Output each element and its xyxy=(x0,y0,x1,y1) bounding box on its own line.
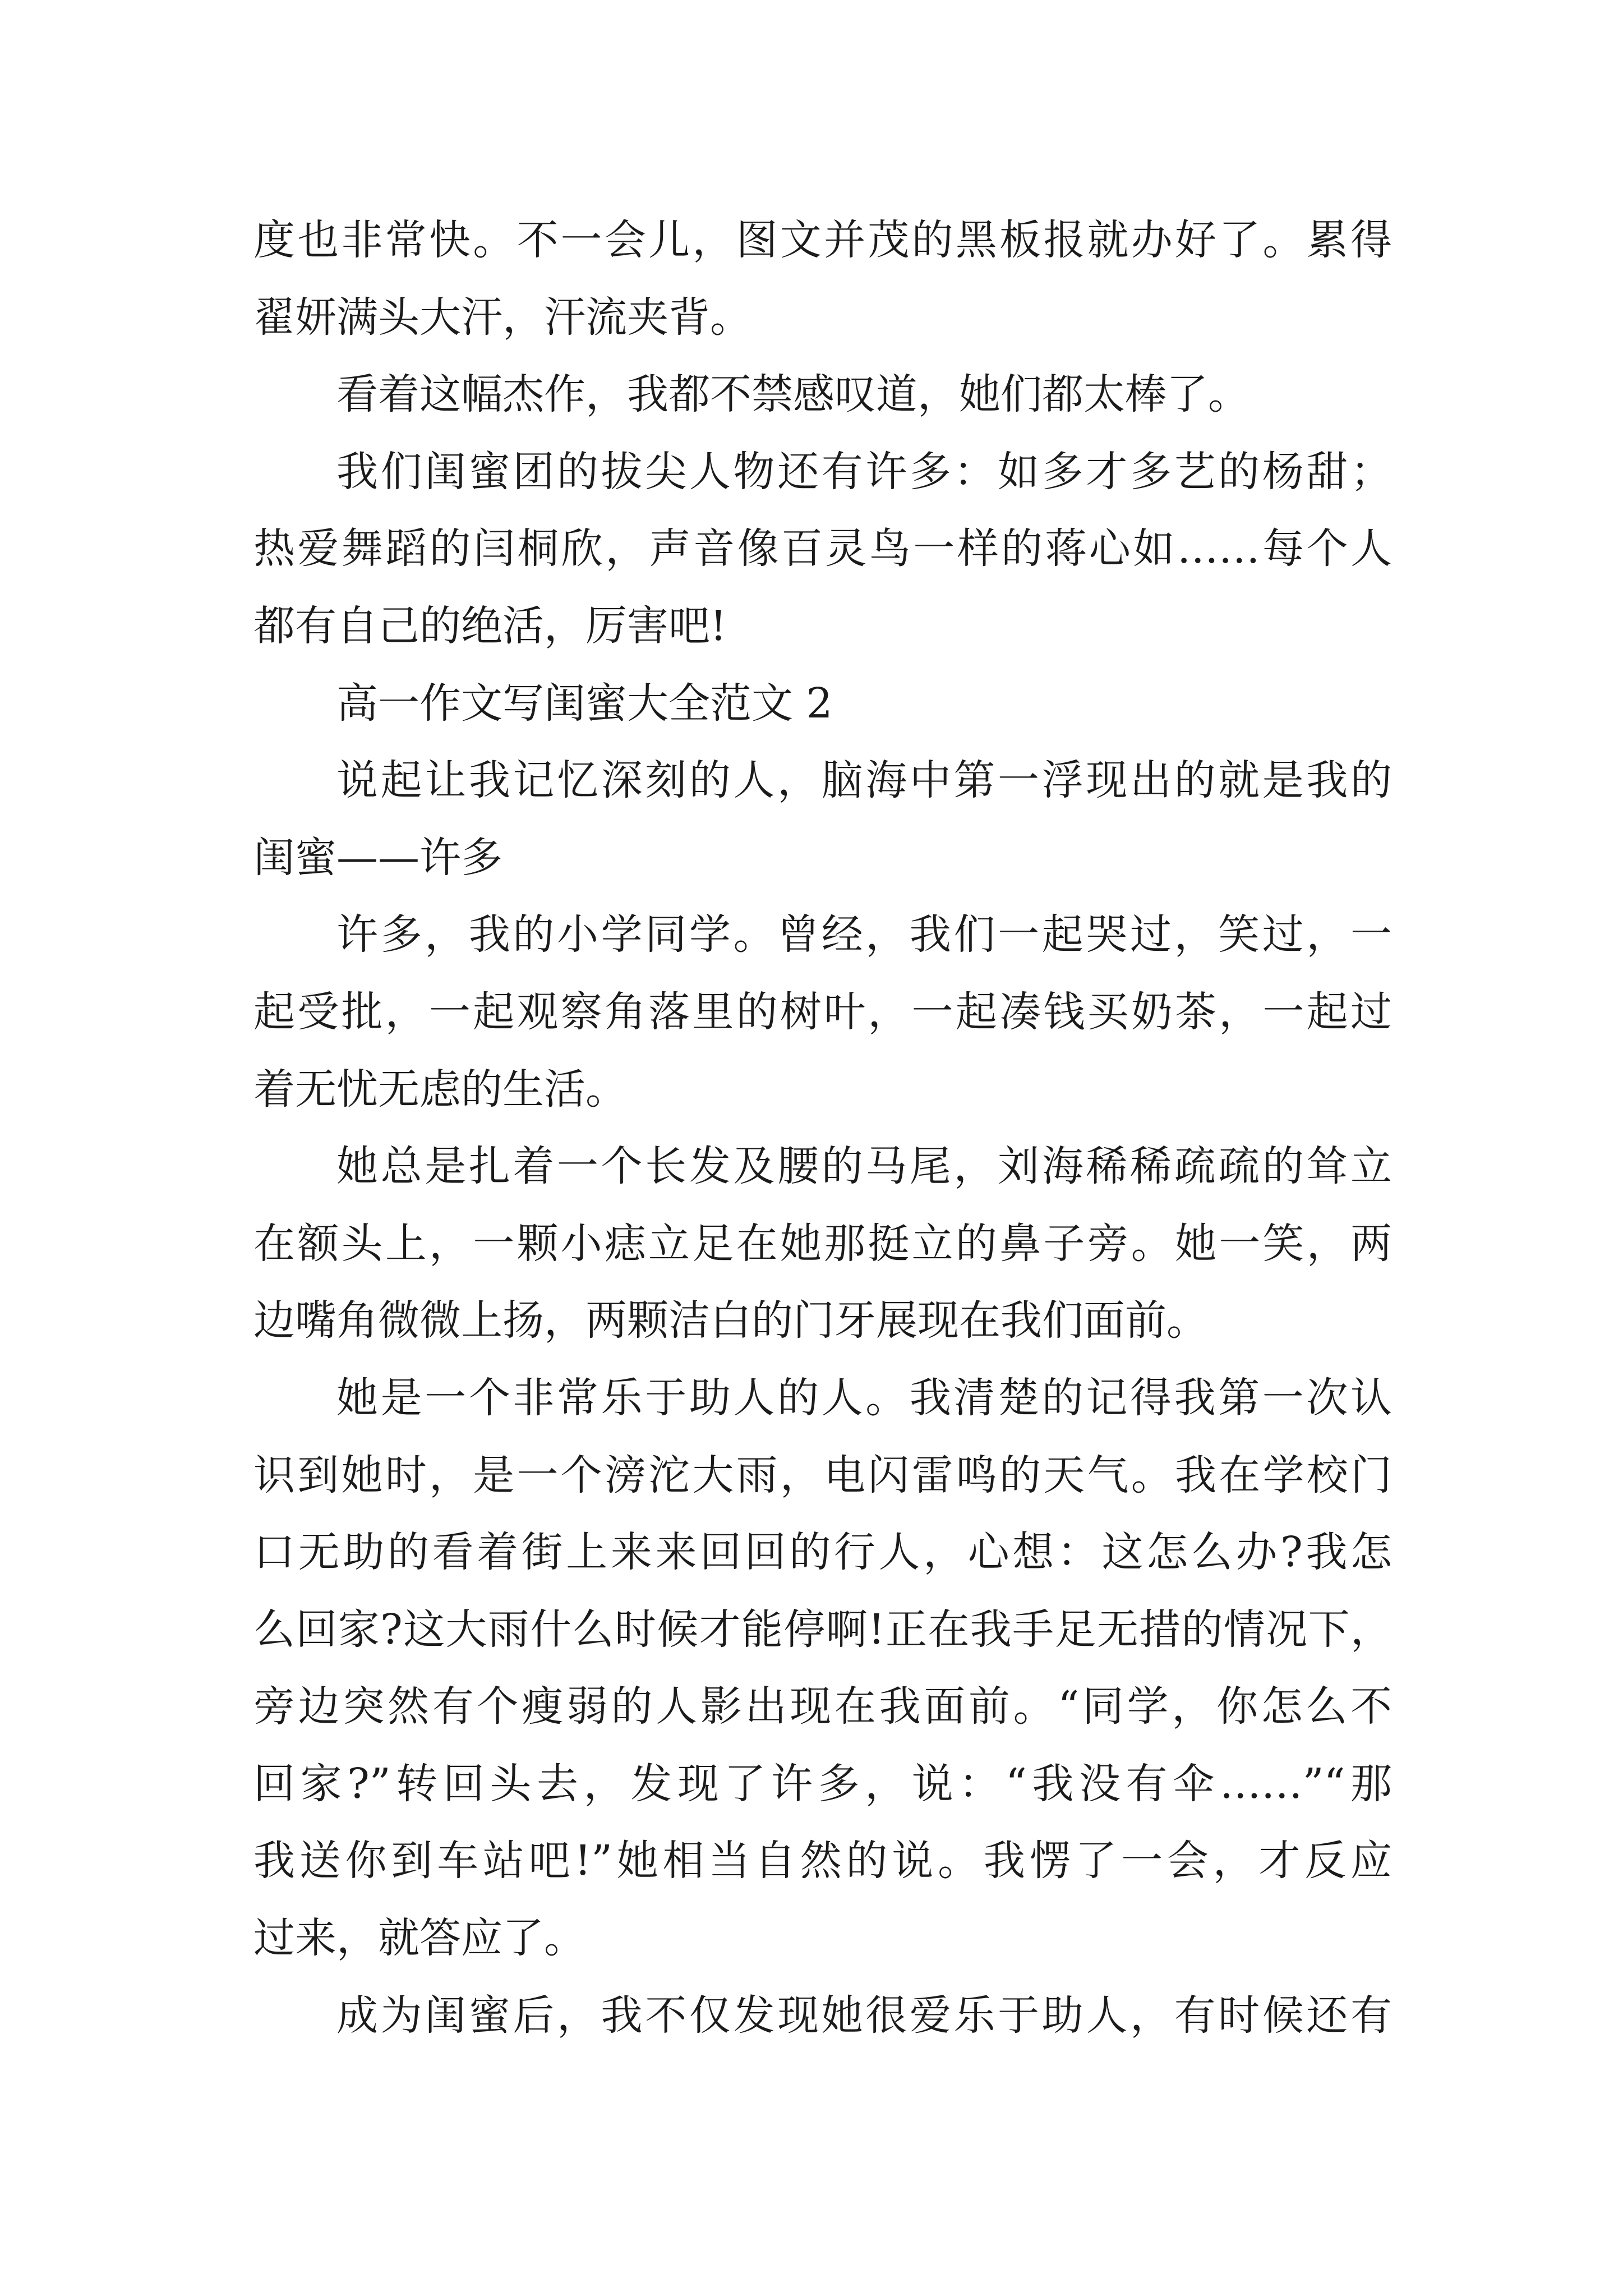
text-line: 都有自己的绝活，厉害吧! xyxy=(253,601,727,650)
text-line: 她是一个非常乐于助人的人。我清楚的记得我第一次认 xyxy=(336,1373,1392,1422)
text-line: 过来，就答应了。 xyxy=(253,1914,585,1963)
text-line: 成为闺蜜后，我不仅发现她很爱乐于助人，有时候还有 xyxy=(336,1991,1392,2040)
paragraph xyxy=(253,1360,1392,1977)
text-line: 我送你到车站吧!”她相当自然的说。我愣了一会，才反应 xyxy=(253,1837,1392,1885)
text-line: 度也非常快。不一会儿，图文并茂的黑板报就办好了。累得 xyxy=(253,216,1392,264)
paragraph-continues xyxy=(253,1977,1392,2055)
heading-line: 高一作文写闺蜜大全范文 2 xyxy=(336,679,833,728)
section-heading xyxy=(253,665,1392,743)
text-line: 她总是扎着一个长发及腰的马尾，刘海稀稀疏疏的耸立 xyxy=(336,1142,1392,1191)
text-line: 起受批，一起观察角落里的树叶，一起凑钱买奶茶，一起过 xyxy=(253,987,1392,1036)
text-line: 说起让我记忆深刻的人，脑海中第一浮现出的就是我的 xyxy=(336,756,1392,805)
text-line: 着无忧无虑的生活。 xyxy=(253,1065,627,1114)
text-line: 旁边突然有个瘦弱的人影出现在我面前。“同学，你怎么不 xyxy=(253,1682,1392,1731)
text-line: 闺蜜——许多 xyxy=(253,833,502,882)
text-line: 边嘴角微微上扬，两颗洁白的门牙展现在我们面前。 xyxy=(253,1296,1208,1345)
paragraph-continued xyxy=(253,202,1392,356)
text-line: 翟妍满头大汗，汗流夹背。 xyxy=(253,293,751,342)
paragraph xyxy=(253,896,1392,1128)
text-line: 热爱舞蹈的闫桐欣，声音像百灵鸟一样的蒋心如……每个人 xyxy=(253,524,1392,573)
paragraph xyxy=(253,742,1392,896)
text-line: 识到她时，是一个滂沱大雨，电闪雷鸣的天气。我在学校门 xyxy=(253,1451,1392,1499)
paragraph xyxy=(253,1128,1392,1360)
document-body xyxy=(253,202,1392,2054)
text-line: 在额头上，一颗小痣立足在她那挺立的鼻子旁。她一笑，两 xyxy=(253,1219,1392,1268)
text-line: 么回家?这大雨什么时候才能停啊!正在我手足无措的情况下， xyxy=(253,1605,1392,1654)
text-line: 我们闺蜜团的拔尖人物还有许多：如多才多艺的杨甜； xyxy=(336,447,1392,496)
text-line: 回家?”转回头去，发现了许多，说：“我没有伞……”“那 xyxy=(253,1759,1392,1808)
paragraph xyxy=(253,434,1392,665)
paragraph xyxy=(253,356,1392,434)
text-line: 口无助的看着街上来来回回的行人，心想：这怎么办?我怎 xyxy=(253,1528,1392,1577)
text-line: 看着这幅杰作，我都不禁感叹道，她们都太棒了。 xyxy=(336,370,1249,419)
text-line: 许多，我的小学同学。曾经，我们一起哭过，笑过，一 xyxy=(336,910,1392,959)
